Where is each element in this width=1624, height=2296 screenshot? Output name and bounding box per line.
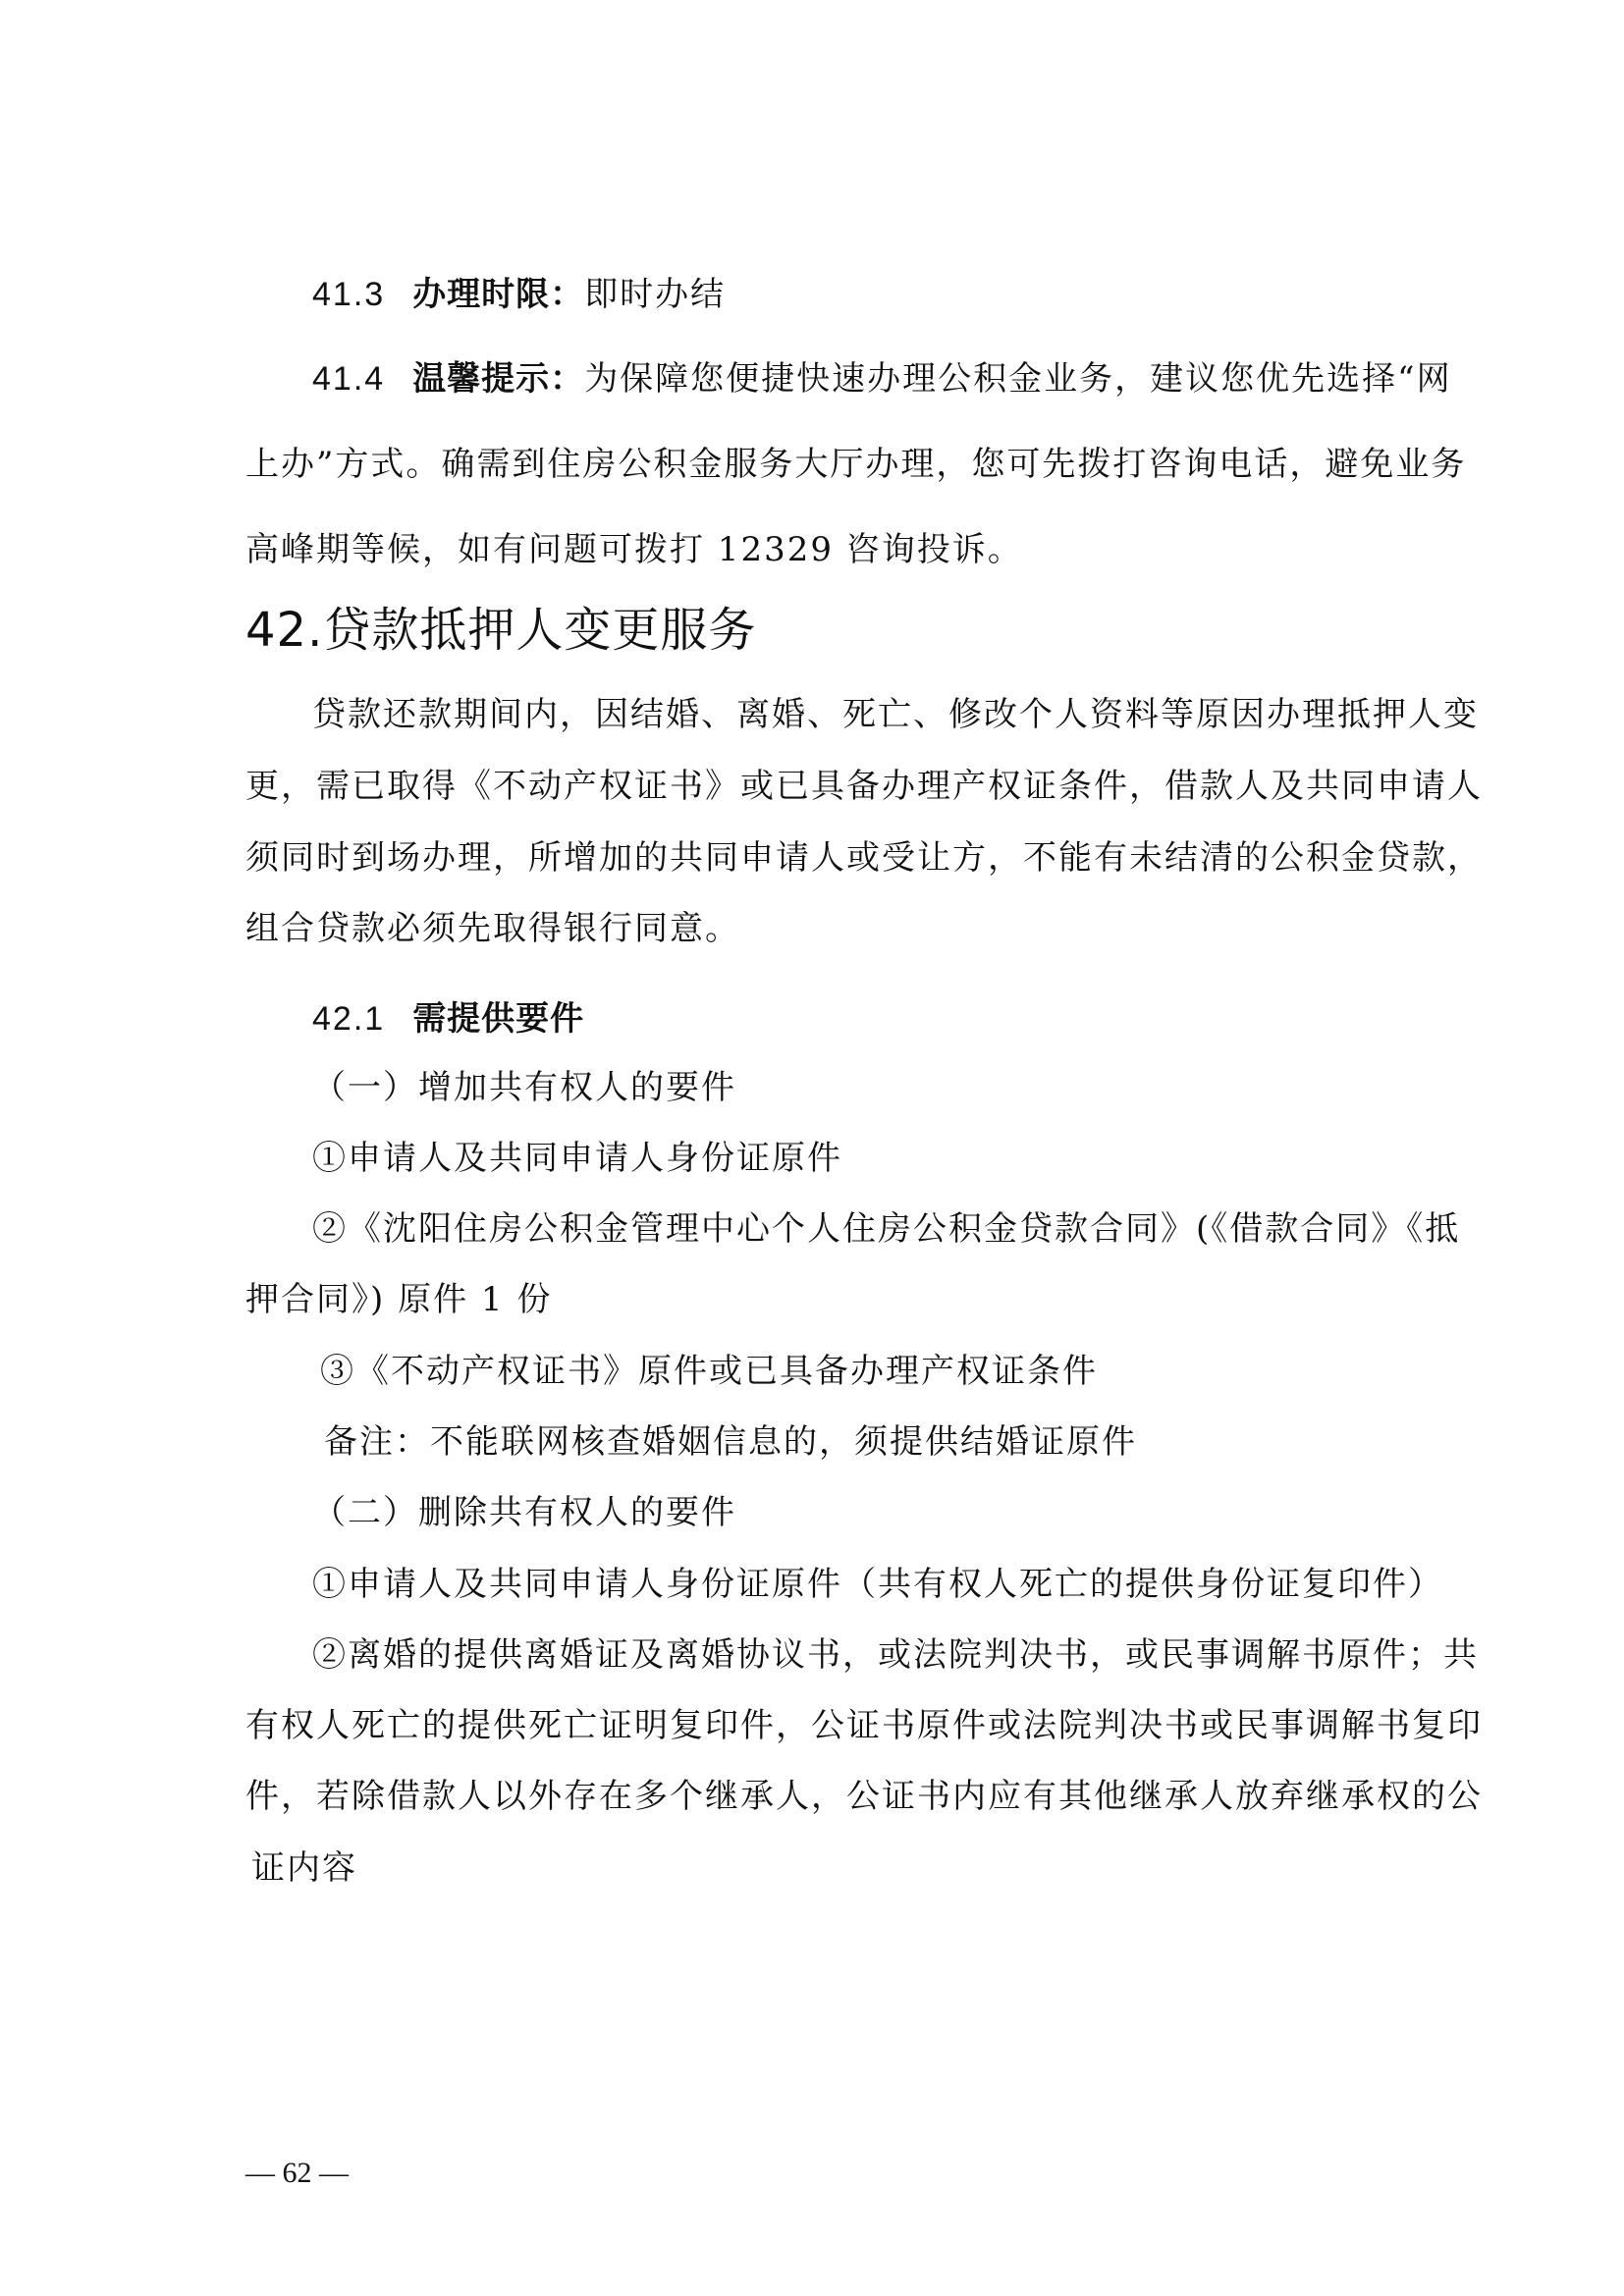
group-title: （二）删除共有权人的要件 — [312, 1493, 736, 1532]
section-title: 42.贷款抵押人变更服务 — [245, 603, 757, 658]
item-41-3 — [312, 275, 726, 314]
list-item-continued: 有权人死亡的提供死亡证明复印件，公证书原件或法院判决书或民事调解书复印 — [245, 1706, 1483, 1745]
item-label: 温馨提示： — [412, 359, 585, 399]
page-number: — 62 — — [245, 2157, 349, 2189]
paragraph-line: 须同时到场办理，所增加的共同申请人或受让方，不能有未结清的公积金贷款， — [245, 838, 1483, 878]
list-item: ①申请人及共同申请人身份证原件（共有权人死亡的提供身份证复印件） — [312, 1565, 1443, 1604]
paragraph-line: 贷款还款期间内，因结婚、离婚、死亡、修改个人资料等原因办理抵押人变 — [312, 695, 1479, 734]
item-number: 41.4 — [312, 360, 386, 398]
item-number: 41.3 — [312, 276, 386, 313]
item-label: 办理时限： — [412, 275, 585, 314]
item-41-4-line: 上办”方式。确需到住房公积金服务大厅办理，您可先拨打咨询电话，避免业务 — [245, 445, 1467, 484]
list-item: ①申请人及共同申请人身份证原件 — [312, 1139, 842, 1178]
item-41-4 — [312, 359, 1452, 399]
item-text: 即时办结 — [584, 275, 727, 314]
item-41-4-line: 高峰期等候，如有问题可拨打 12329 咨询投诉。 — [245, 530, 1023, 569]
item-text-line: 为保障您便捷快速办理公积金业务，建议您优先选择“网 — [584, 359, 1452, 399]
list-item-continued: 件，若除借款人以外存在多个继承人，公证书内应有其他继承人放弃继承权的公 — [245, 1777, 1483, 1816]
list-item: ②离婚的提供离婚证及离婚协议书，或法院判决书，或民事调解书原件；共 — [312, 1635, 1479, 1675]
paragraph-line: 组合贷款必须先取得银行同意。 — [245, 909, 740, 948]
group-title: （一）增加共有权人的要件 — [312, 1068, 736, 1107]
subheading-42-1 — [312, 999, 584, 1039]
list-item: ③《不动产权证书》原件或已具备办理产权证条件 — [320, 1352, 1098, 1391]
list-item-continued: 押合同》) 原件 1 份 — [245, 1280, 553, 1319]
paragraph-line: 更，需已取得《不动产权证书》或已具备办理产权证条件，借款人及共同申请人 — [245, 767, 1483, 806]
list-item-continued: 证内容 — [251, 1848, 357, 1888]
subheading-label: 需提供要件 — [412, 999, 585, 1039]
list-item: ②《沈阳住房公积金管理中心个人住房公积金贷款合同》(《借款合同》《抵 — [312, 1209, 1461, 1249]
note: 备注：不能联网核查婚姻信息的，须提供结婚证原件 — [324, 1422, 1137, 1462]
subheading-number: 42.1 — [312, 1000, 386, 1038]
